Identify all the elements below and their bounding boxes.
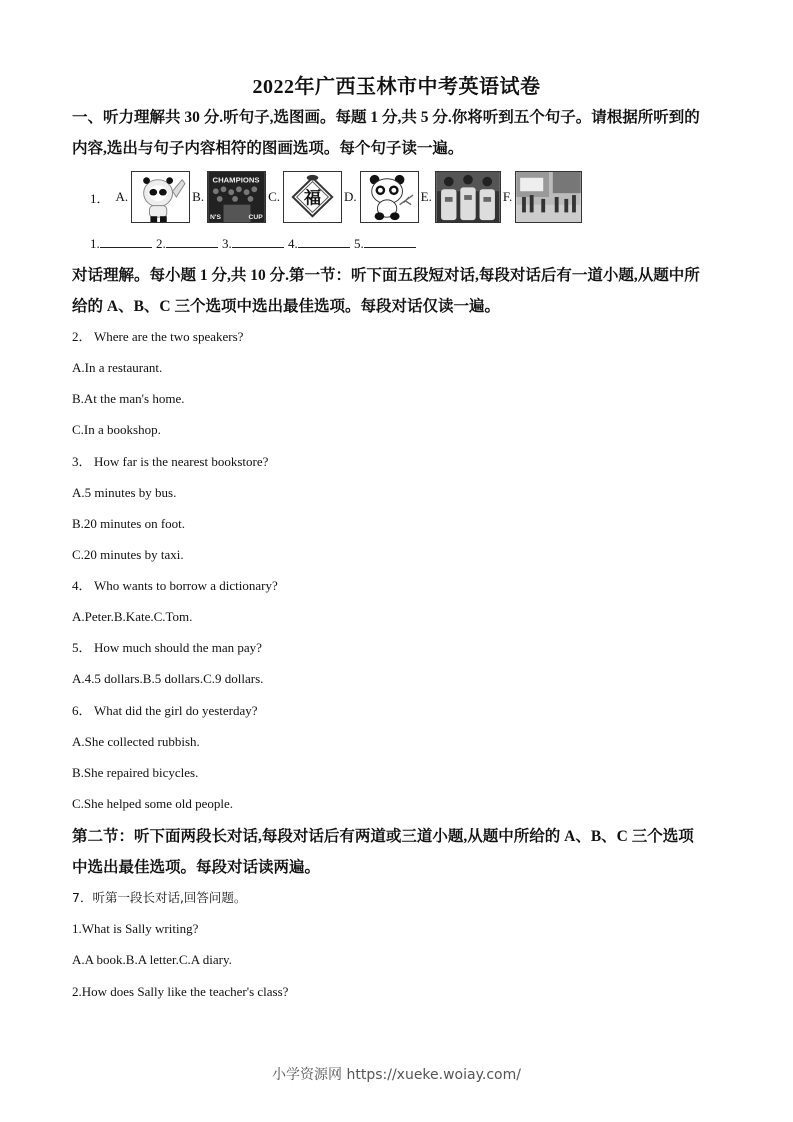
- part3-heading-line2: 中选出最佳选项。每段对话读两遍。: [72, 859, 321, 876]
- option-label-d: D.: [344, 189, 357, 204]
- blank-label-2: 2.: [156, 236, 166, 251]
- option-label-e: E.: [420, 189, 432, 204]
- q7-sub1: 1.What is Sally writing?: [72, 921, 199, 936]
- champions-team-image: [207, 171, 266, 223]
- option-label-c: C.: [268, 189, 280, 204]
- question-number: 1．: [90, 190, 110, 206]
- q4-options: A.Peter.B.Kate.C.Tom.: [72, 609, 193, 624]
- question-number: 4．: [72, 578, 92, 593]
- street-crowd-icon: [516, 172, 581, 222]
- blank-label-3: 3.: [222, 236, 232, 251]
- question-text: What did the girl do yesterday?: [94, 703, 258, 718]
- question-2: [72, 329, 243, 345]
- q5-options: A.4.5 dollars.B.5 dollars.C.9 dollars.: [72, 671, 264, 686]
- question-text: Who wants to borrow a dictionary?: [94, 578, 278, 593]
- question-text: How far is the nearest bookstore?: [94, 454, 269, 469]
- street-crowd-image: [515, 171, 582, 223]
- answer-blank-5[interactable]: [364, 236, 416, 248]
- q2-option-c: C.In a bookshop.: [72, 422, 161, 437]
- question-number: 3．: [72, 454, 92, 469]
- part1-heading-line2: 内容,选出与句子内容相符的图画选项。每个句子读一遍。: [72, 140, 464, 157]
- question-3: [72, 454, 268, 470]
- blank-label-5: 5.: [354, 236, 364, 251]
- q7-intro: 7．听第一段长对话,回答问题。: [72, 890, 247, 905]
- svg-text:CHAMPIONS: CHAMPIONS: [212, 175, 260, 185]
- picture-options-row: [90, 171, 582, 223]
- panda-mascot-image: [131, 171, 190, 223]
- question-number: 6．: [72, 703, 92, 718]
- svg-text:福: 福: [303, 188, 322, 209]
- q2-option-b: B.At the man's home.: [72, 391, 185, 406]
- q2-option-a: A.In a restaurant.: [72, 360, 163, 375]
- option-label-f: F.: [502, 189, 513, 204]
- question-4: [72, 578, 278, 594]
- q3-option-c: C.20 minutes by taxi.: [72, 547, 184, 562]
- question-text: Where are the two speakers?: [94, 329, 244, 344]
- part3-heading-line1: 第二节：听下面两段长对话,每段对话后有两道或三道小题,从题中所给的 A、B、C 三个选项: [72, 828, 694, 845]
- blank-label-4: 4.: [288, 236, 298, 251]
- option-label-a: A.: [115, 189, 129, 204]
- svg-text:CUP: CUP: [248, 214, 263, 222]
- blank-label-1: 1.: [90, 236, 100, 251]
- part1-heading: [72, 102, 732, 164]
- question-5: [72, 640, 262, 656]
- question-text: How much should the man pay?: [94, 640, 262, 655]
- question-6: [72, 703, 258, 719]
- part1-heading-line1: 一、听力理解共 30 分.听句子,选图画。每题 1 分,共 5 分.你将听到五个句子。请根据所听到的: [72, 109, 700, 126]
- option-label-b: B.: [192, 189, 205, 204]
- q7-sub1-options: A.A book.B.A letter.C.A diary.: [72, 952, 232, 967]
- cartoon-panda-image: [360, 171, 419, 223]
- fu-character-icon: [284, 172, 341, 222]
- svg-text:N'S: N'S: [210, 214, 222, 222]
- q3-option-a: A.5 minutes by bus.: [72, 485, 177, 500]
- answer-blank-3[interactable]: [232, 236, 284, 248]
- answer-blanks-row: [90, 236, 417, 252]
- q7-sub2: 2.How does Sally like the teacher's class?: [72, 984, 289, 999]
- q6-option-b: B.She repaired bicycles.: [72, 765, 199, 780]
- question-number: 5．: [72, 640, 92, 655]
- answer-blank-4[interactable]: [298, 236, 350, 248]
- question-number: 2．: [72, 329, 92, 344]
- cartoon-panda-icon: [361, 172, 418, 222]
- astronauts-icon: [436, 172, 500, 222]
- q6-option-c: C.She helped some old people.: [72, 796, 234, 811]
- q6-option-a: A.She collected rubbish.: [72, 734, 200, 749]
- footer-watermark: 小学资源网 https://xueke.woiay.com/: [272, 1067, 521, 1083]
- answer-blank-2[interactable]: [166, 236, 218, 248]
- astronauts-image: [435, 171, 501, 223]
- part2-heading: [72, 260, 732, 322]
- part2-heading-line2: 给的 A、B、C 三个选项中选出最佳选项。每段对话仅读一遍。: [72, 298, 500, 315]
- panda-mascot-icon: [132, 172, 189, 222]
- page-title: 2022年广西玉林市中考英语试卷: [252, 76, 541, 98]
- part3-heading: [72, 821, 732, 883]
- q3-option-b: B.20 minutes on foot.: [72, 516, 186, 531]
- part2-heading-line1: 对话理解。每小题 1 分,共 10 分.第一节：听下面五段短对话,每段对话后有一道小题,从题中所: [72, 267, 700, 284]
- champions-team-icon: [208, 172, 265, 222]
- answer-blank-1[interactable]: [100, 236, 152, 248]
- fu-character-image: [283, 171, 342, 223]
